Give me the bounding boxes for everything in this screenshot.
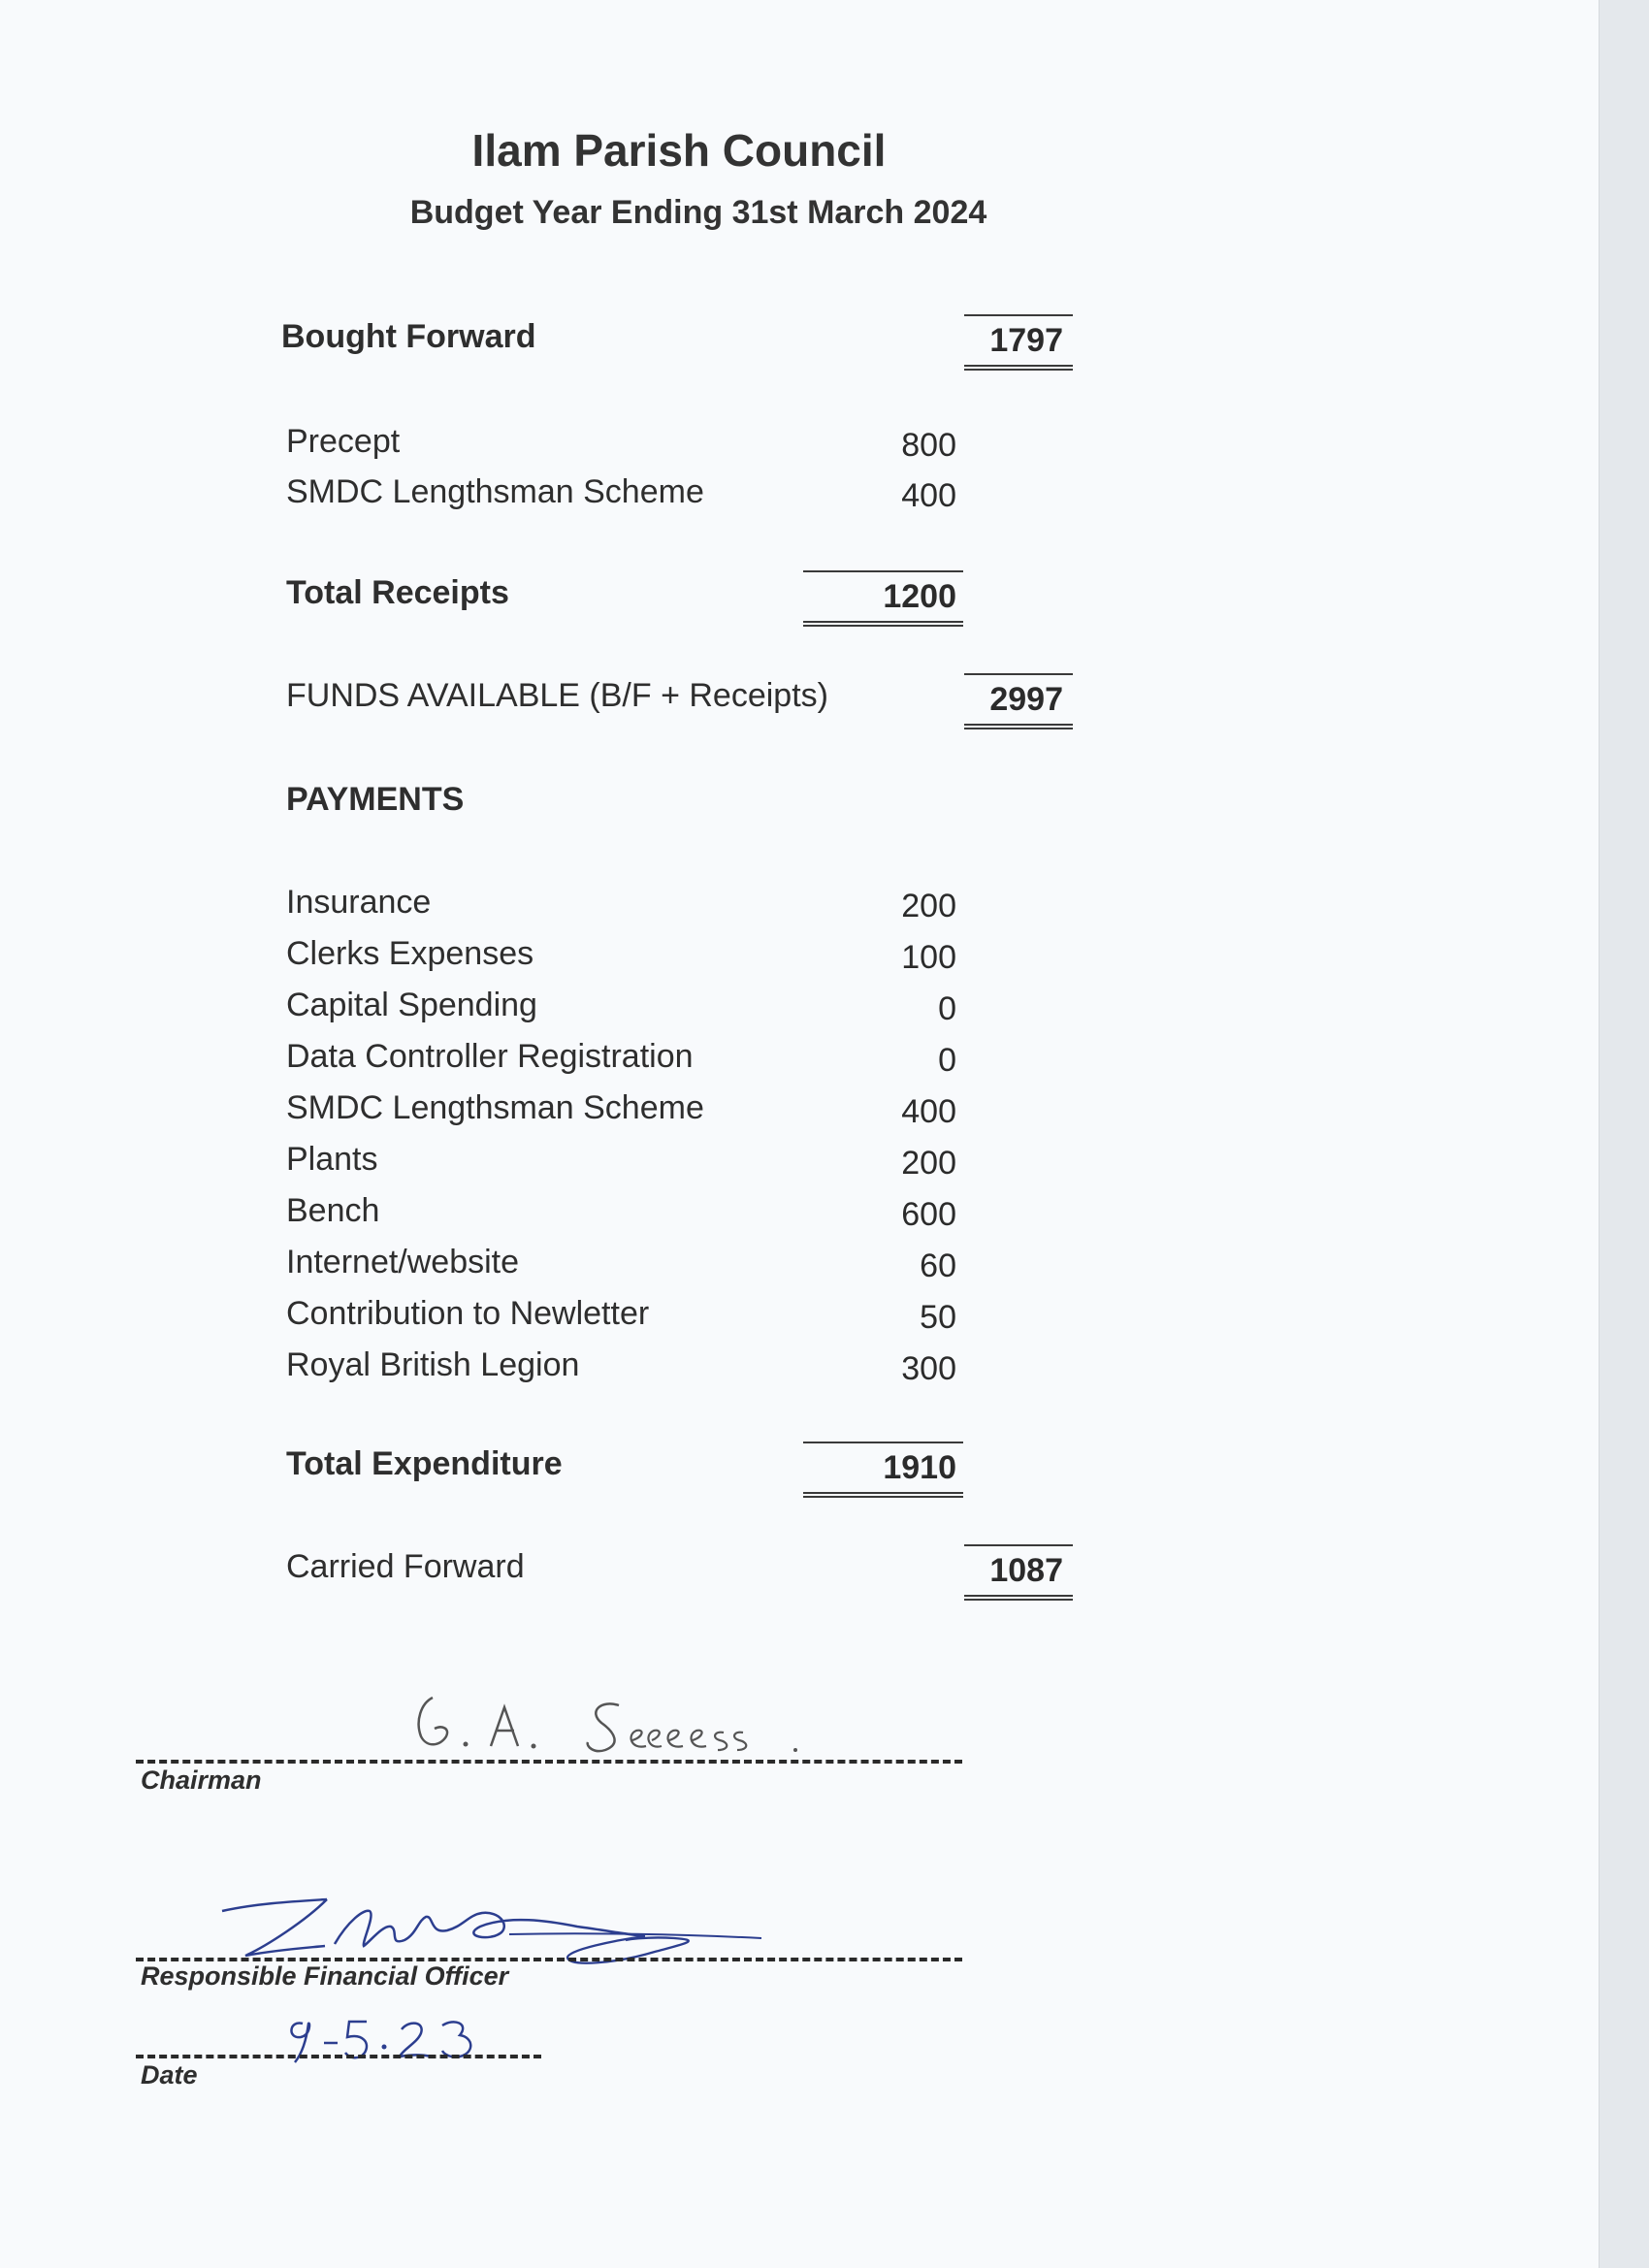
bf-double-rule	[964, 365, 1073, 371]
cf-double-rule	[964, 1595, 1073, 1601]
total-receipts-value: 1200	[883, 578, 956, 615]
payment-value: 50	[920, 1299, 956, 1336]
chairman-signature-drawing	[407, 1686, 815, 1764]
payment-label: Royal British Legion	[286, 1346, 580, 1383]
receipts-top-rule	[803, 570, 963, 572]
total-receipts-label: Total Receipts	[286, 574, 509, 611]
receipt-value-lengthsman: 400	[901, 477, 956, 514]
carried-forward-value: 1087	[989, 1552, 1063, 1589]
payment-label: Capital Spending	[286, 987, 537, 1023]
expenditure-top-rule	[803, 1442, 963, 1443]
payment-value: 0	[938, 1042, 956, 1079]
total-expenditure-label: Total Expenditure	[286, 1445, 563, 1482]
payment-label: Contribution to Newletter	[286, 1295, 650, 1332]
payment-value: 600	[901, 1196, 956, 1233]
chairman-caption: Chairman	[141, 1766, 262, 1795]
bf-top-rule	[964, 314, 1073, 316]
date-handwritten	[281, 2010, 495, 2073]
chairman-signature	[407, 1686, 815, 1768]
payment-label: Data Controller Registration	[286, 1038, 694, 1075]
payment-value: 100	[901, 939, 956, 976]
date-line	[136, 2055, 541, 2058]
payment-label: Clerks Expenses	[286, 935, 534, 972]
funds-available-value: 2997	[989, 681, 1063, 718]
chairman-signature-line	[136, 1760, 962, 1764]
payment-label: Insurance	[286, 884, 432, 921]
receipt-value-precept: 800	[901, 427, 956, 464]
payment-label: Internet/website	[286, 1244, 520, 1280]
payment-value: 400	[901, 1093, 956, 1130]
funds-top-rule	[964, 673, 1073, 675]
payment-value: 0	[938, 990, 956, 1027]
payment-value: 60	[920, 1247, 956, 1284]
brought-forward-label: Bought Forward	[281, 318, 536, 355]
carried-forward-label: Carried Forward	[286, 1548, 525, 1585]
brought-forward-value: 1797	[989, 322, 1063, 359]
funds-double-rule	[964, 724, 1073, 729]
total-expenditure-value: 1910	[883, 1449, 956, 1486]
payment-label: Plants	[286, 1141, 378, 1178]
date-handwritten-drawing	[281, 2010, 495, 2068]
scan-edge	[1599, 0, 1649, 2268]
payment-label: Bench	[286, 1192, 380, 1229]
date-caption: Date	[141, 2060, 198, 2090]
payments-heading: PAYMENTS	[286, 781, 465, 818]
payment-label: SMDC Lengthsman Scheme	[286, 1089, 704, 1126]
receipts-double-rule	[803, 621, 963, 627]
receipt-label-lengthsman: SMDC Lengthsman Scheme	[286, 473, 704, 510]
rfo-caption: Responsible Financial Officer	[141, 1961, 509, 1991]
cf-top-rule	[964, 1544, 1073, 1546]
document-title: Ilam Parish Council	[471, 125, 887, 176]
payment-value: 300	[901, 1350, 956, 1387]
receipt-label-precept: Precept	[286, 423, 401, 460]
document-subtitle: Budget Year Ending 31st March 2024	[409, 194, 987, 231]
funds-available-label: FUNDS AVAILABLE (B/F + Receipts)	[286, 677, 828, 714]
payment-value: 200	[901, 888, 956, 924]
expenditure-double-rule	[803, 1492, 963, 1498]
payment-value: 200	[901, 1145, 956, 1182]
